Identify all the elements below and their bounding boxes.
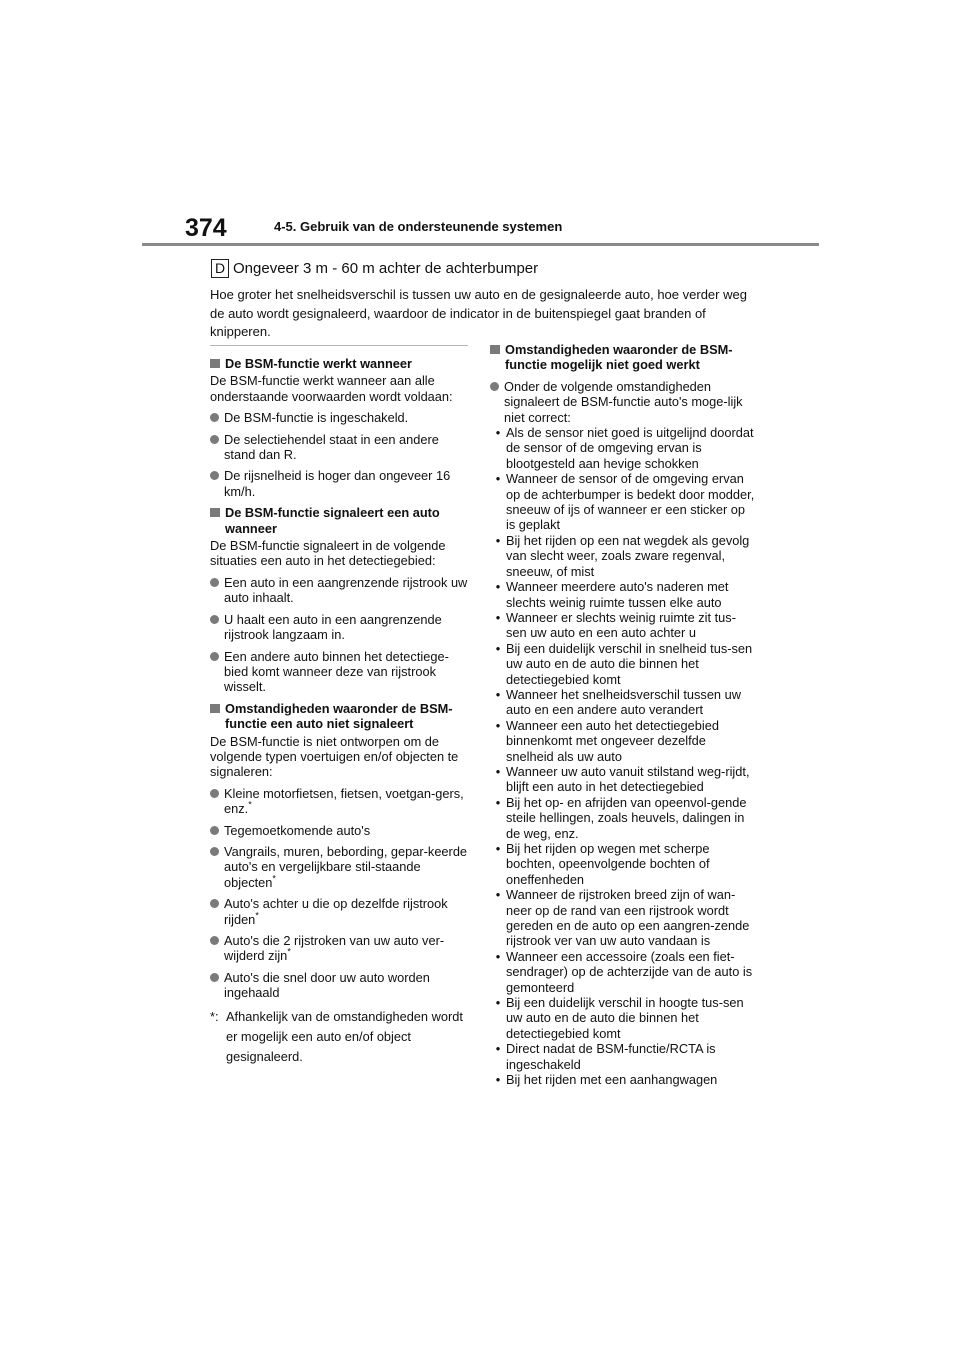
circle-bullet-icon	[490, 382, 499, 391]
footnote	[210, 1007, 468, 1067]
intro-paragraph: Hoe groter het snelheidsverschil is tussen uw auto en de gesignaleerde auto, hoe verder weg de auto wordt gesignaleerd, waardoor de indicator in de buitenspiegel gaat branden of knipperen.	[210, 287, 747, 339]
circle-bullet-icon	[210, 899, 219, 908]
footnote-mark: *:	[210, 1008, 219, 1024]
square-bullet-icon	[210, 359, 220, 368]
list-item: • Bij het op- en afrijden van opeenvol-gende steile hellingen, zoals heuvels, dalingen in de weg, enz.	[495, 794, 747, 841]
list-item: De rijsnelheid is hoger dan ongeveer 16 km/h.	[210, 468, 468, 499]
list-item: Auto's achter u die op dezelfde rijstrook rijden*	[210, 896, 468, 927]
list-item: Kleine motorfietsen, fietsen, voetgan-gers, enz.*	[210, 786, 468, 817]
page-header	[0, 0, 960, 250]
list-item: De BSM-functie is ingeschakeld.	[210, 410, 468, 425]
circle-bullet-icon	[210, 652, 219, 661]
circle-bullet-icon	[210, 973, 219, 982]
footnote-marker: *	[272, 873, 276, 884]
list-item: Auto's die snel door uw auto worden ingehaald	[210, 970, 468, 1001]
list-item: • Bij het rijden met een aanhangwagen	[495, 1072, 718, 1088]
list-item: • Wanneer het snelheidsverschil tussen uw auto en een andere auto verandert	[495, 686, 741, 718]
footnote-text: Afhankelijk van de omstandigheden wordt er mogelijk een auto en/of object gesignaleerd.	[226, 1008, 463, 1064]
section-text: De BSM-functie werkt wanneer aan alle onderstaande voorwaarden wordt voldaan:	[210, 373, 453, 404]
condition-list	[490, 425, 755, 1087]
section-heading: Omstandigheden waaronder de BSM-functie mogelijk niet goed werkt	[490, 342, 755, 373]
list-item: • Wanneer er slechts weinig ruimte zit tus-sen uw auto en een auto achter u	[495, 609, 736, 641]
list-item: De selectiehendel staat in een andere stand dan R.	[210, 432, 468, 463]
list-item: • Wanneer uw auto vanuit stilstand weg-rijdt, blijft een auto in het detectiegebied	[495, 763, 750, 795]
square-bullet-icon	[490, 345, 500, 354]
list-item: • Bij een duidelijk verschil in hoogte tus-sen uw auto en de auto die binnen het detectiegebied komt	[495, 995, 744, 1041]
list-item: Een andere auto binnen het detectiege-bied komt wanneer deze van rijstrook wisselt.	[210, 649, 468, 695]
section-heading: De BSM-functie signaleert een auto wanneer	[210, 505, 468, 536]
list-item: Een auto in een aangrenzende rijstrook uw auto inhaalt.	[210, 575, 468, 606]
callout-label-d: D	[211, 259, 229, 278]
list-item: Auto's die 2 rijstroken van uw auto ver-wijderd zijn*	[210, 933, 468, 964]
list-item: • Wanneer de sensor of de omgeving ervan op de achterbumper is bedekt door modder, sneeuw of ijs of wanneer er een sticker op is geplakt	[495, 471, 755, 533]
chapter-title: 4-5. Gebruik van de ondersteunende systemen	[274, 219, 563, 234]
list-item: • Bij het rijden op een nat wegdek als gevolg van slecht weer, zoals zware regenval, sneeuw, of mist	[495, 532, 750, 579]
footnote-marker: *	[248, 799, 252, 810]
section-text: De BSM-functie signaleert in de volgende situaties een auto in het detectiegebied:	[210, 538, 446, 569]
list-item: • Bij het rijden op wegen met scherpe bochten, opeenvolgende bochten of oneffenheden	[495, 841, 710, 887]
circle-bullet-icon	[210, 826, 219, 835]
right-column	[490, 342, 755, 1088]
callout-heading: Ongeveer 3 m - 60 m achter de achterbumper	[233, 260, 539, 277]
list-item: • Wanneer de rijstroken breed zijn of wan-neer op de rand van een rijstrook wordt gereden en de auto op een aangren-zende rijstrook ver van uw auto vandaan is	[495, 887, 750, 949]
section-text: De BSM-functie is niet ontworpen om de volgende typen voertuigen en/of objecten te signaleren:	[210, 733, 459, 780]
circle-bullet-icon	[210, 615, 219, 624]
footnote-marker: *	[287, 947, 291, 958]
page-number: 374	[185, 214, 227, 242]
list-item: • Wanneer een auto het detectiegebied binnenkomt met ongeveer dezelfde snelheid als uw auto	[495, 717, 719, 764]
list-item: U haalt een auto in een aangrenzende rijstrook langzaam in.	[210, 612, 468, 643]
list-item: • Bij een duidelijk verschil in snelheid tus-sen uw auto en de auto die binnen het detectiegebied komt	[495, 640, 753, 687]
list-item: • Direct nadat de BSM-functie/RCTA is ingeschakeld	[495, 1041, 716, 1072]
list-item: • Wanneer meerdere auto's naderen met slechts weinig ruimte tussen elke auto	[495, 579, 729, 610]
section-heading: De BSM-functie werkt wanneer	[210, 356, 468, 371]
left-column	[210, 345, 468, 1067]
square-bullet-icon	[210, 704, 220, 713]
list-item: Onder de volgende omstandigheden signaleert de BSM-functie auto's moge-lijk niet correct:	[490, 379, 755, 425]
footnote-marker: *	[255, 910, 259, 921]
section-heading: Omstandigheden waaronder de BSM-functie een auto niet signaleert	[210, 701, 468, 732]
circle-bullet-icon	[210, 847, 219, 856]
circle-bullet-icon	[210, 789, 219, 798]
square-bullet-icon	[210, 508, 220, 517]
list-item: • Wanneer een accessoire (zoals een fiet-sendrager) op de achterzijde van de auto is gemonteerd	[495, 948, 753, 995]
circle-bullet-icon	[210, 413, 219, 422]
list-item: Tegemoetkomende auto's	[210, 823, 468, 838]
list-item: • Als de sensor niet goed is uitgelijnd doordat de sensor of de omgeving ervan is blootgesteld aan hevige schokken	[495, 425, 754, 471]
circle-bullet-icon	[210, 578, 219, 587]
circle-bullet-icon	[210, 471, 219, 480]
list-item: Vangrails, muren, bebording, gepar-keerde auto's en vergelijkbare stil-staande objecten*	[210, 844, 468, 890]
circle-bullet-icon	[210, 435, 219, 444]
header-divider	[142, 243, 819, 246]
circle-bullet-icon	[210, 936, 219, 945]
